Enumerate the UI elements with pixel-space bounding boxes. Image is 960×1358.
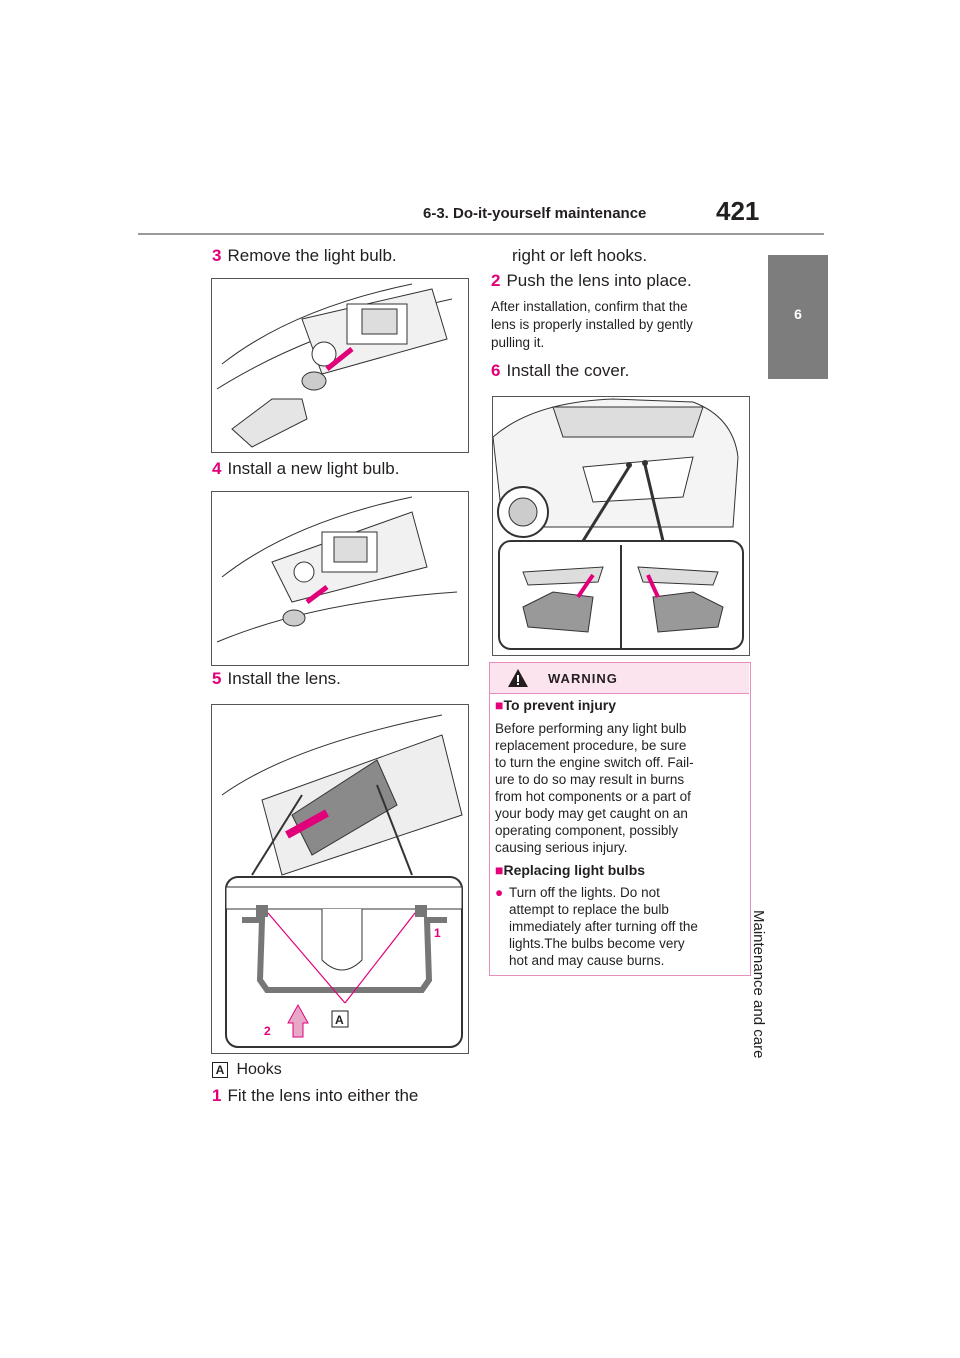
remove-bulb-illustration: [212, 279, 468, 452]
substep-number: 1: [212, 1086, 222, 1105]
bullet-dot-icon: ●: [495, 885, 504, 900]
warning-line: hot and may cause burns.: [509, 953, 665, 968]
callout-a: A: [212, 1062, 228, 1078]
install-cover-illustration: [493, 397, 749, 655]
header-divider: [138, 233, 824, 235]
step-text: Install a new light bulb.: [227, 459, 400, 478]
warning-heading-text: To prevent injury: [503, 697, 617, 713]
after-installation-note: [491, 298, 693, 352]
warning-line: ure to do so may result in burns: [495, 772, 685, 787]
figure-label-1: 1: [434, 926, 441, 940]
substep-text: Push the lens into place.: [506, 271, 692, 290]
warning-line: attempt to replace the bulb: [509, 902, 669, 917]
step-number: 4: [212, 459, 222, 478]
note-line: After installation, confirm that the: [491, 299, 688, 314]
install-lens-illustration: [212, 705, 468, 1053]
square-bullet-icon: ■: [495, 697, 504, 713]
warning-paragraph-injury: [495, 720, 745, 856]
warning-line: causing serious injury.: [495, 840, 628, 855]
warning-paragraph-bulbs: [495, 884, 745, 969]
step-number: 6: [491, 361, 501, 380]
warning-bullet-item: [495, 884, 745, 969]
step-4: [212, 459, 399, 479]
step-number: 5: [212, 669, 222, 688]
substep-1: [212, 1086, 418, 1106]
note-line: lens is properly installed by gently: [491, 317, 693, 332]
step-text: Install the lens.: [227, 669, 341, 688]
warning-line: lights.The bulbs become very: [509, 936, 685, 951]
warning-line: Turn off the lights. Do not: [509, 885, 660, 900]
section-title: 6-3. Do-it-yourself maintenance: [423, 205, 647, 222]
substep-number: 2: [491, 271, 501, 290]
figure-install-cover: [492, 396, 750, 656]
warning-heading-injury: [495, 697, 616, 713]
step-text: Remove the light bulb.: [227, 246, 397, 265]
substep-2: [491, 271, 692, 291]
hooks-legend: [212, 1061, 282, 1079]
substep-text: Fit the lens into either the: [227, 1086, 419, 1105]
warning-line: operating component, possibly: [495, 823, 679, 838]
warning-line: to turn the engine switch off. Fail-: [495, 755, 694, 770]
chapter-number: 6: [794, 306, 802, 322]
figure-remove-bulb: [211, 278, 469, 453]
chapter-label: Maintenance and care: [750, 910, 767, 1059]
warning-line: from hot components or a part of: [495, 789, 691, 804]
install-bulb-illustration: [212, 492, 468, 665]
figure-label-a: A: [335, 1013, 344, 1027]
chapter-tab-body: [768, 379, 828, 735]
warning-line: your body may get caught on an: [495, 806, 688, 821]
warning-heading-text: Replacing light bulbs: [503, 862, 646, 878]
warning-heading-bulbs: [495, 862, 645, 878]
square-bullet-icon: ■: [495, 862, 504, 878]
hooks-label: Hooks: [236, 1061, 282, 1078]
step-5: [212, 669, 341, 689]
step-number: 3: [212, 246, 222, 265]
figure-install-bulb: [211, 491, 469, 666]
note-line: pulling it.: [491, 335, 545, 350]
warning-line: replacement procedure, be sure: [495, 738, 687, 753]
page-number: 421: [716, 196, 760, 226]
step-6: [491, 361, 629, 381]
substep-1-continued: right or left hooks.: [512, 246, 648, 265]
figure-install-lens: [211, 704, 469, 1054]
step-text: Install the cover.: [506, 361, 630, 380]
warning-line: immediately after turning off the: [509, 919, 698, 934]
figure-label-2: 2: [264, 1024, 271, 1038]
warning-triangle-icon: [507, 668, 529, 688]
step-3: [212, 246, 397, 266]
warning-title: WARNING: [548, 671, 618, 686]
warning-line: Before performing any light bulb: [495, 721, 687, 736]
